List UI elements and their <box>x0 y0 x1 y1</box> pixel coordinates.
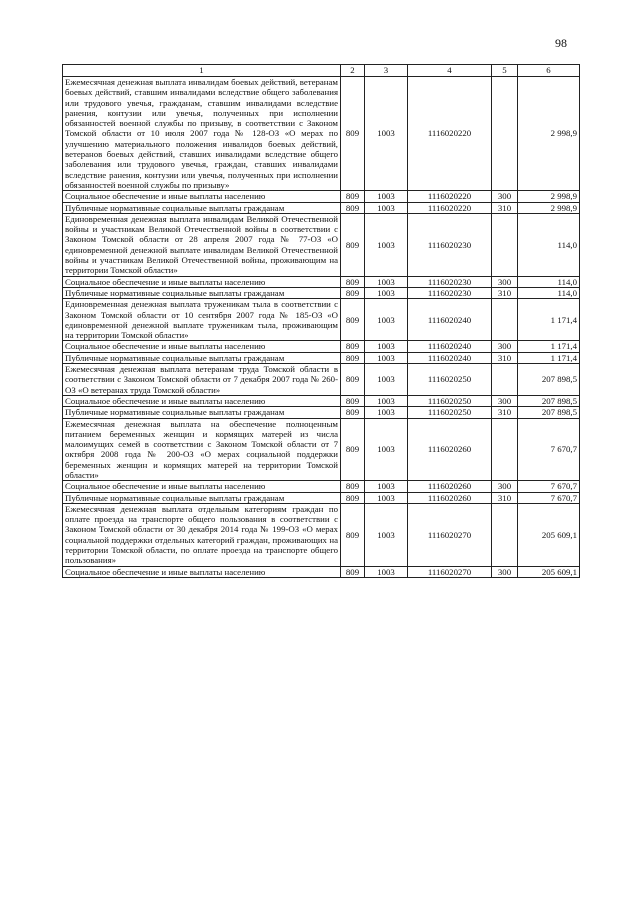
row-vr-cell: 310 <box>492 352 518 363</box>
row-vr-cell: 310 <box>492 202 518 213</box>
row-section-cell: 1003 <box>365 77 408 191</box>
row-amount-cell: 7 670,7 <box>518 418 580 481</box>
row-section-cell: 1003 <box>365 492 408 503</box>
row-section-cell: 1003 <box>365 341 408 352</box>
row-amount-cell: 1 171,4 <box>518 299 580 341</box>
row-grbs-cell: 809 <box>341 202 365 213</box>
row-name-cell: Социальное обеспечение и иные выплаты населению <box>63 481 341 492</box>
row-grbs-cell: 809 <box>341 395 365 406</box>
row-name-cell: Социальное обеспечение и иные выплаты населению <box>63 191 341 202</box>
row-name-cell: Ежемесячная денежная выплата на обеспечение полноценным питанием беременных женщин и кормящих матерей из числа малоимущих семей в соответствии с Законом Томской области от 7 октября 2008 года № 200-ОЗ «О мерах социальной поддержки беременных женщин и кормящих матерей на территории Томской области» <box>63 418 341 481</box>
row-section-cell: 1003 <box>365 276 408 287</box>
row-csr-cell: 1116020260 <box>408 418 492 481</box>
table-row <box>63 395 580 406</box>
row-name-cell: Социальное обеспечение и иные выплаты населению <box>63 566 341 577</box>
row-csr-cell: 1116020240 <box>408 352 492 363</box>
row-vr-cell: 300 <box>492 341 518 352</box>
row-csr-cell: 1116020230 <box>408 276 492 287</box>
column-header: 6 <box>518 65 580 77</box>
row-grbs-cell: 809 <box>341 566 365 577</box>
row-csr-cell: 1116020230 <box>408 287 492 298</box>
row-name-cell: Социальное обеспечение и иные выплаты населению <box>63 276 341 287</box>
row-vr-cell: 300 <box>492 395 518 406</box>
row-amount-cell: 114,0 <box>518 213 580 276</box>
row-vr-cell: 310 <box>492 287 518 298</box>
table-row <box>63 276 580 287</box>
row-vr-cell <box>492 503 518 566</box>
row-vr-cell: 310 <box>492 492 518 503</box>
column-header: 1 <box>63 65 341 77</box>
table-row <box>63 492 580 503</box>
column-header: 5 <box>492 65 518 77</box>
row-amount-cell: 207 898,5 <box>518 395 580 406</box>
row-grbs-cell: 809 <box>341 341 365 352</box>
table-row <box>63 77 580 191</box>
table-row <box>63 481 580 492</box>
row-section-cell: 1003 <box>365 407 408 418</box>
row-grbs-cell: 809 <box>341 492 365 503</box>
table-row <box>63 364 580 396</box>
row-section-cell: 1003 <box>365 481 408 492</box>
row-section-cell: 1003 <box>365 395 408 406</box>
table-header-row <box>63 65 580 77</box>
row-grbs-cell: 809 <box>341 364 365 396</box>
column-header: 3 <box>365 65 408 77</box>
row-name-cell: Ежемесячная денежная выплата отдельным категориям граждан по оплате проезда на транспорте общего пользования в соответствии с Законом Томской области от 30 декабря 2014 года № 199-ОЗ «О мерах социальной поддержки отдельных категорий граждан, проживающих на территории Томской области, по оплате проезда на транспорте общего пользования» <box>63 503 341 566</box>
row-name-cell: Публичные нормативные социальные выплаты гражданам <box>63 352 341 363</box>
row-name-cell: Публичные нормативные социальные выплаты гражданам <box>63 492 341 503</box>
row-csr-cell: 1116020250 <box>408 364 492 396</box>
row-amount-cell: 2 998,9 <box>518 77 580 191</box>
row-vr-cell <box>492 364 518 396</box>
table-row <box>63 418 580 481</box>
table-row <box>63 299 580 341</box>
row-grbs-cell: 809 <box>341 481 365 492</box>
row-section-cell: 1003 <box>365 191 408 202</box>
row-amount-cell: 2 998,9 <box>518 202 580 213</box>
row-name-cell: Публичные нормативные социальные выплаты гражданам <box>63 407 341 418</box>
table-row <box>63 191 580 202</box>
row-csr-cell: 1116020220 <box>408 77 492 191</box>
row-grbs-cell: 809 <box>341 287 365 298</box>
row-section-cell: 1003 <box>365 364 408 396</box>
row-section-cell: 1003 <box>365 287 408 298</box>
row-name-cell: Социальное обеспечение и иные выплаты населению <box>63 395 341 406</box>
row-name-cell: Единовременная денежная выплата инвалидам Великой Отечественной войны и участникам Великой Отечественной войны в соответствии с Законом Томской области от 28 апреля 2007 года № 77-ОЗ «О единовременной денежной выплате инвалидам Великой Отечественной войны и участникам Великой Отечественной войны, проживающим на территории Томской области» <box>63 213 341 276</box>
row-amount-cell: 1 171,4 <box>518 341 580 352</box>
row-name-cell: Публичные нормативные социальные выплаты гражданам <box>63 202 341 213</box>
row-section-cell: 1003 <box>365 352 408 363</box>
row-grbs-cell: 809 <box>341 77 365 191</box>
row-vr-cell: 300 <box>492 191 518 202</box>
row-amount-cell: 205 609,1 <box>518 503 580 566</box>
table-row <box>63 287 580 298</box>
row-amount-cell: 1 171,4 <box>518 352 580 363</box>
row-grbs-cell: 809 <box>341 503 365 566</box>
table-row <box>63 407 580 418</box>
row-csr-cell: 1116020270 <box>408 503 492 566</box>
row-vr-cell <box>492 299 518 341</box>
row-csr-cell: 1116020260 <box>408 492 492 503</box>
row-amount-cell: 7 670,7 <box>518 492 580 503</box>
row-name-cell: Ежемесячная денежная выплата инвалидам боевых действий, ветеранам боевых действий, ставшим инвалидами вследствие общего заболевания или трудового увечья, гражданам, ставшим инвалидами вследствие ранения, контузии или увечья, полученных при исполнении обязанностей военной службы по призыву, в соответствии с Законом Томской области от 10 июля 2007 года № 128-ОЗ «О мерах по улучшению материального положения инвалидов боевых действий, ветеранов боевых действий, ставших инвалидами вследствие общего заболевания или трудового увечья, граждан, ставших инвалидами вследствие ранения, контузии или увечья, полученных при исполнении обязанностей военной службы по призыву» <box>63 77 341 191</box>
row-amount-cell: 2 998,9 <box>518 191 580 202</box>
row-amount-cell: 114,0 <box>518 276 580 287</box>
column-header: 2 <box>341 65 365 77</box>
row-csr-cell: 1116020240 <box>408 299 492 341</box>
row-csr-cell: 1116020250 <box>408 407 492 418</box>
row-vr-cell: 300 <box>492 276 518 287</box>
row-vr-cell <box>492 77 518 191</box>
row-vr-cell <box>492 418 518 481</box>
row-name-cell: Публичные нормативные социальные выплаты гражданам <box>63 287 341 298</box>
table-row <box>63 352 580 363</box>
page-number: 98 <box>555 36 567 50</box>
budget-table <box>62 64 580 578</box>
table-row <box>63 566 580 577</box>
row-amount-cell: 7 670,7 <box>518 481 580 492</box>
row-vr-cell: 300 <box>492 481 518 492</box>
row-grbs-cell: 809 <box>341 191 365 202</box>
row-section-cell: 1003 <box>365 299 408 341</box>
row-name-cell: Социальное обеспечение и иные выплаты населению <box>63 341 341 352</box>
row-section-cell: 1003 <box>365 418 408 481</box>
table-row <box>63 213 580 276</box>
row-section-cell: 1003 <box>365 213 408 276</box>
row-csr-cell: 1116020240 <box>408 341 492 352</box>
row-grbs-cell: 809 <box>341 352 365 363</box>
row-grbs-cell: 809 <box>341 213 365 276</box>
row-vr-cell <box>492 213 518 276</box>
row-grbs-cell: 809 <box>341 299 365 341</box>
row-amount-cell: 205 609,1 <box>518 566 580 577</box>
row-amount-cell: 207 898,5 <box>518 364 580 396</box>
row-csr-cell: 1116020230 <box>408 213 492 276</box>
row-csr-cell: 1116020250 <box>408 395 492 406</box>
row-section-cell: 1003 <box>365 202 408 213</box>
row-grbs-cell: 809 <box>341 407 365 418</box>
row-vr-cell: 300 <box>492 566 518 577</box>
row-amount-cell: 207 898,5 <box>518 407 580 418</box>
row-csr-cell: 1116020220 <box>408 202 492 213</box>
row-vr-cell: 310 <box>492 407 518 418</box>
table-row <box>63 202 580 213</box>
row-amount-cell: 114,0 <box>518 287 580 298</box>
table-row <box>63 503 580 566</box>
row-csr-cell: 1116020220 <box>408 191 492 202</box>
row-grbs-cell: 809 <box>341 276 365 287</box>
row-section-cell: 1003 <box>365 566 408 577</box>
row-section-cell: 1003 <box>365 503 408 566</box>
row-csr-cell: 1116020260 <box>408 481 492 492</box>
row-grbs-cell: 809 <box>341 418 365 481</box>
row-name-cell: Ежемесячная денежная выплата ветеранам труда Томской области в соответствии с Законом Томской области от 7 декабря 2007 года № 260-ОЗ «О ветеранах труда Томской области» <box>63 364 341 396</box>
row-name-cell: Единовременная денежная выплата труженикам тыла в соответствии с Законом Томской области от 10 сентября 2007 года № 185-ОЗ «О единовременной денежной выплате труженикам тыла, проживающим на территории Томской области» <box>63 299 341 341</box>
row-csr-cell: 1116020270 <box>408 566 492 577</box>
column-header: 4 <box>408 65 492 77</box>
table-row <box>63 341 580 352</box>
